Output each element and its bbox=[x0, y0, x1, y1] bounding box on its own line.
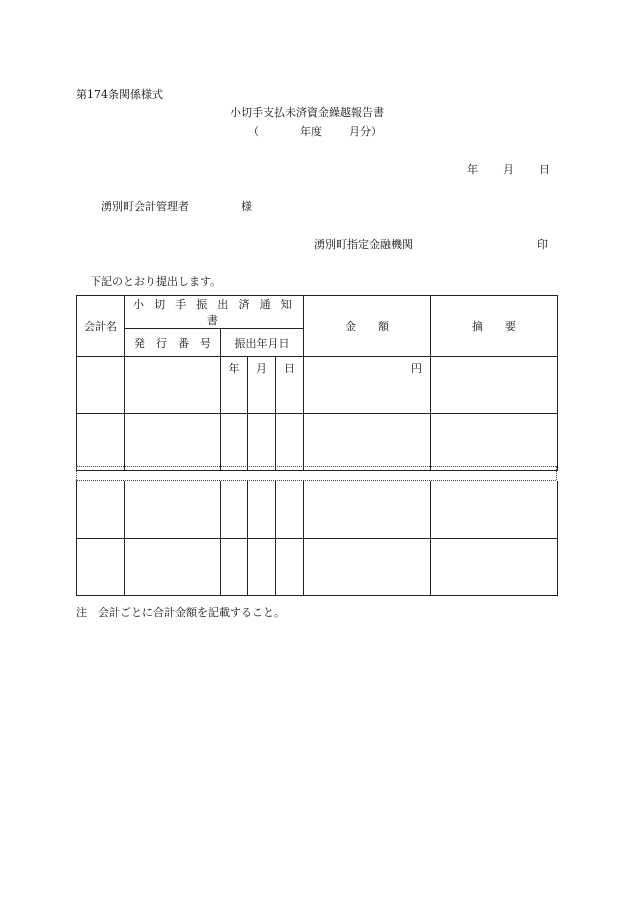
unit-yen: 円 bbox=[411, 362, 423, 375]
table-row bbox=[77, 538, 558, 595]
break-gap-line bbox=[556, 466, 557, 480]
header-check-notice: 小 切 手 振 出 済 通 知 書 bbox=[125, 296, 304, 329]
report-table-upper bbox=[76, 295, 558, 471]
cell-year bbox=[221, 357, 248, 414]
unit-year: 年 bbox=[228, 362, 240, 375]
period-month-label: 月分） bbox=[349, 125, 382, 138]
seal-mark: 印 bbox=[537, 238, 548, 251]
header-issue-date: 振出年月日 bbox=[221, 329, 304, 357]
header-account: 会計名 bbox=[77, 296, 125, 357]
report-table-lower bbox=[76, 481, 558, 596]
header-remarks: 摘 要 bbox=[431, 296, 558, 357]
date-month-label: 月 bbox=[503, 163, 514, 176]
date-day-label: 日 bbox=[539, 163, 550, 176]
article-reference: 第174条関係様式 bbox=[76, 88, 163, 101]
period-year-label: 年度 bbox=[300, 125, 322, 138]
table-row bbox=[77, 357, 558, 414]
footnote: 注 会計ごとに合計金額を記載すること。 bbox=[76, 606, 285, 619]
cell-amount bbox=[304, 357, 431, 414]
unit-month: 月 bbox=[256, 362, 267, 375]
cell-issue-number bbox=[125, 357, 221, 414]
unit-day: 日 bbox=[284, 362, 295, 375]
document-title: 小切手支払未済資金繰越報告書 bbox=[230, 106, 384, 119]
cell-day bbox=[276, 357, 304, 414]
sender-name: 湧別町指定金融機関 bbox=[314, 238, 413, 251]
cell-remarks bbox=[431, 357, 558, 414]
addressee-honorific: 様 bbox=[241, 200, 252, 213]
break-gap-line bbox=[76, 466, 77, 480]
table-row bbox=[77, 414, 558, 471]
table-row bbox=[77, 481, 558, 538]
header-amount: 金 額 bbox=[304, 296, 431, 357]
date-year-label: 年 bbox=[467, 163, 478, 176]
table-break-top bbox=[76, 466, 556, 467]
header-issue-number: 発 行 番 号 bbox=[125, 329, 221, 357]
addressee-name: 湧別町会計管理者 bbox=[101, 200, 189, 213]
intro-text: 下記のとおり提出します。 bbox=[90, 275, 222, 288]
period-open-paren: （ bbox=[248, 125, 259, 138]
cell-account bbox=[77, 357, 125, 414]
cell-month bbox=[248, 357, 276, 414]
